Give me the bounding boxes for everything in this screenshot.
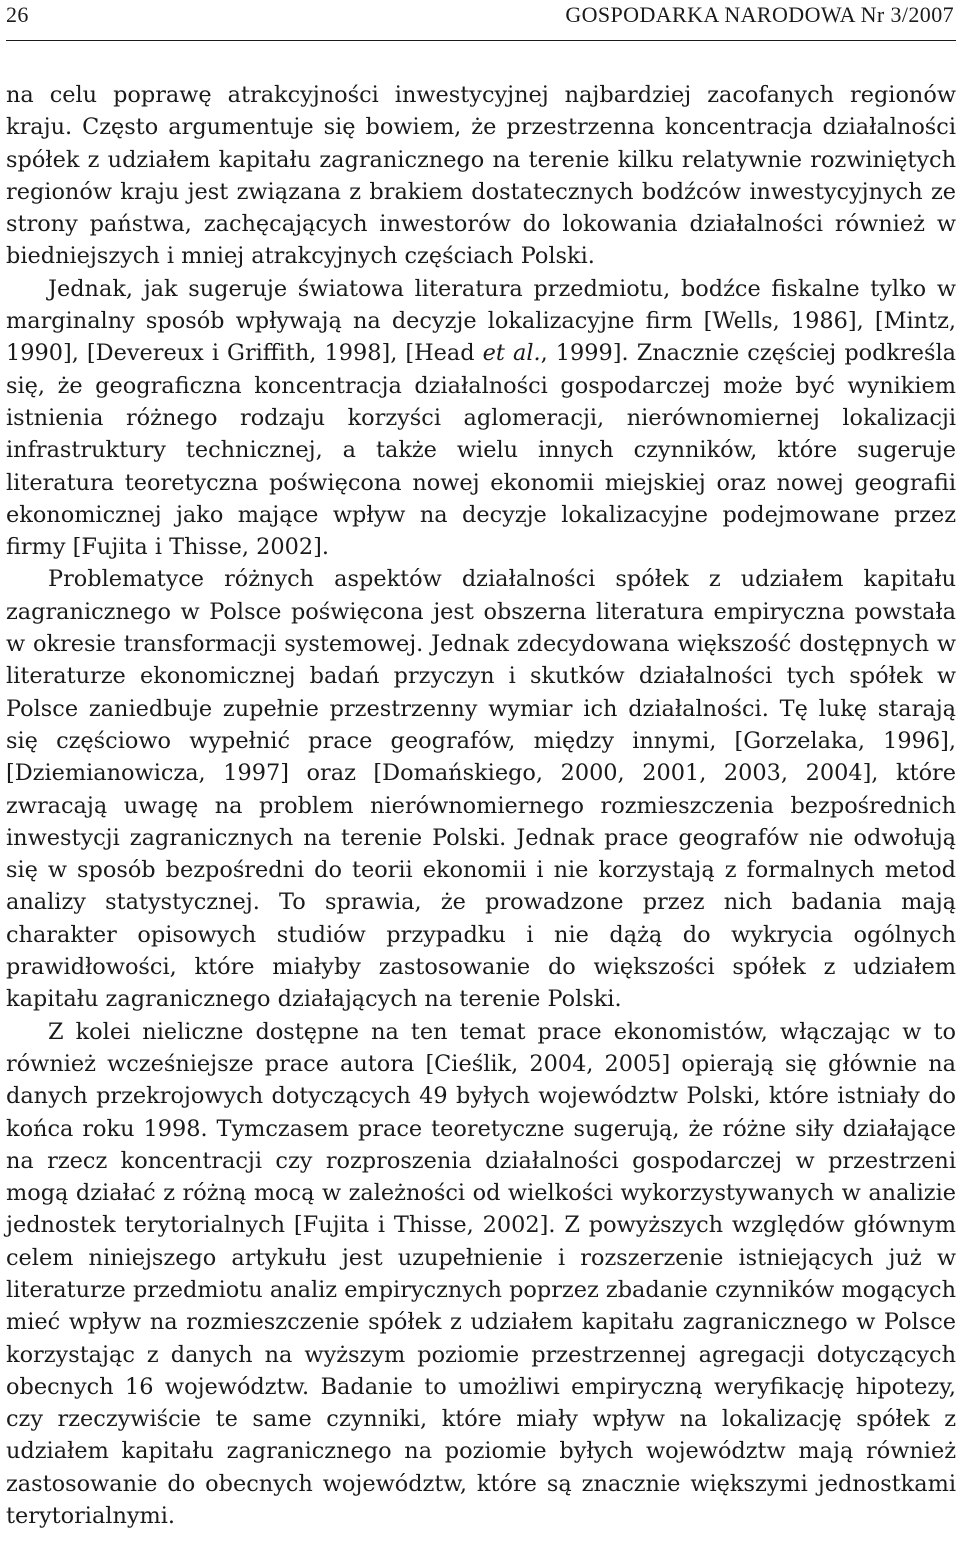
paragraph-2-italic: et al. [482, 340, 541, 367]
paragraph-4: Z kolei nieliczne dostępne na ten temat prace ekonomistów, włączając w to również wcześniejsze prace autora [Cieślik, 2004, 2005] opierają się głównie na danych przekrojowych dotyczących 49 byłych województw Polski, które istniały do końca roku 1998. Tymczasem prace teoretyczne sugerują, że różne siły działające na rzecz koncentracji czy rozproszenia działalności gospodarczej w przestrzeni mogą działać z różną mocą w zależności od wielkości wykorzystywanych w analizie jednostek terytorialnych [Fujita i Thisse, 2002]. Z powyższych względów głównym celem niniejszego artykułu jest uzupełnienie i rozszerzenie istniejących już w literaturze przedmiotu analiz empirycznych poprzez zbadanie czynników mogących mieć wpływ na rozmieszczenie spółek z udziałem kapitału zagranicznego w Polsce korzystając z danych na wyższym poziomie przestrzennej agregacji dotyczących obecnych 16 województw. Badanie to umożliwi empiryczną weryfikację hipotezy, czy rzeczywiście te same czynniki, które miały wpływ na lokalizację spółek z udziałem kapitału zagranicznego na poziomie byłych województw mają również zastosowanie do obecnych województw, które są znacznie większymi jednostkami terytorialnymi. [6, 1018, 956, 1530]
body-text [6, 79, 956, 1532]
paragraph-2-text-end: , 1999]. Znacznie częściej podkreśla się, że geograficzna koncentracja działalności gospodarczej może być wynikiem istnienia różnego rodzaju korzyści aglomeracji, nierównomiernej lokalizacji infrastruktury technicznej, a także wielu innych czynników, które sugeruje literatura teoretyczna poświęcona nowej ekonomii miejskiej oraz nowej geografii ekonomicznej jako mające wpływ na decyzje lokalizacyjne podejmowane przez firmy [Fujita i Thisse, 2002]. [6, 340, 956, 561]
paragraph-2-text-start: Jednak, jak sugeruje światowa literatura przedmiotu, bodźce fiskalne tylko w marginalny sposób wpływają na decyzje lokalizacyjne firm [Wells, 1986], [Mintz, 1990], [Devereux i Griffith, 1998], [Head [6, 275, 956, 367]
page-number: 26 [6, 2, 29, 27]
paragraph-3: Problematyce różnych aspektów działalności spółek z udziałem kapitału zagranicznego w Polsce poświęcona jest obszerna literatura empiryczna powstała w okresie transformacji systemowej. Jednak zdecydowana większość dostępnych w literaturze ekonomicznej badań przyczyn i skutków działalności tych spółek w Polsce zaniedbuje zupełnie przestrzenny wymiar ich działalności. Tę lukę starają się częściowo wypełnić prace geografów, między innymi, [Gorzelaka, 1996], [Dziemianowicza, 1997] oraz [Domańskiego, 2000, 2001, 2003, 2004], które zwracają uwagę na problem nierównomiernego rozmieszczenia bezpośrednich inwestycji zagranicznych na terenie Polski. Jednak prace geografów nie odwołują się w sposób bezpośredni do teorii ekonomii i nie korzystają z formalnych metod analizy statystycznej. To sprawia, że prowadzone przez nich badania mają charakter opisowych studiów przypadku i nie dążą do wykrycia ogólnych prawidłowości, które miałyby zastosowanie do większości spółek z udziałem kapitału zagranicznego działających na terenie Polski. [6, 566, 956, 1013]
journal-title: GOSPODARKA NARODOWA Nr 3/2007 [565, 2, 954, 27]
running-header [6, 0, 956, 41]
paragraph-1: na celu poprawę atrakcyjności inwestycyjnej najbardziej zacofanych regionów kraju. Często argumentuje się bowiem, że przestrzenna koncentracja działalności spółek z udziałem kapitału zagranicznego na terenie kilku relatywnie rozwiniętych regionów kraju jest związana z brakiem dostatecznych bodźców inwestycyjnych ze strony państwa, zachęcających inwestorów do lokowania działalności również w biedniejszych i mniej atrakcyjnych częściach Polski. [6, 82, 956, 270]
paragraph-2 [6, 273, 956, 564]
